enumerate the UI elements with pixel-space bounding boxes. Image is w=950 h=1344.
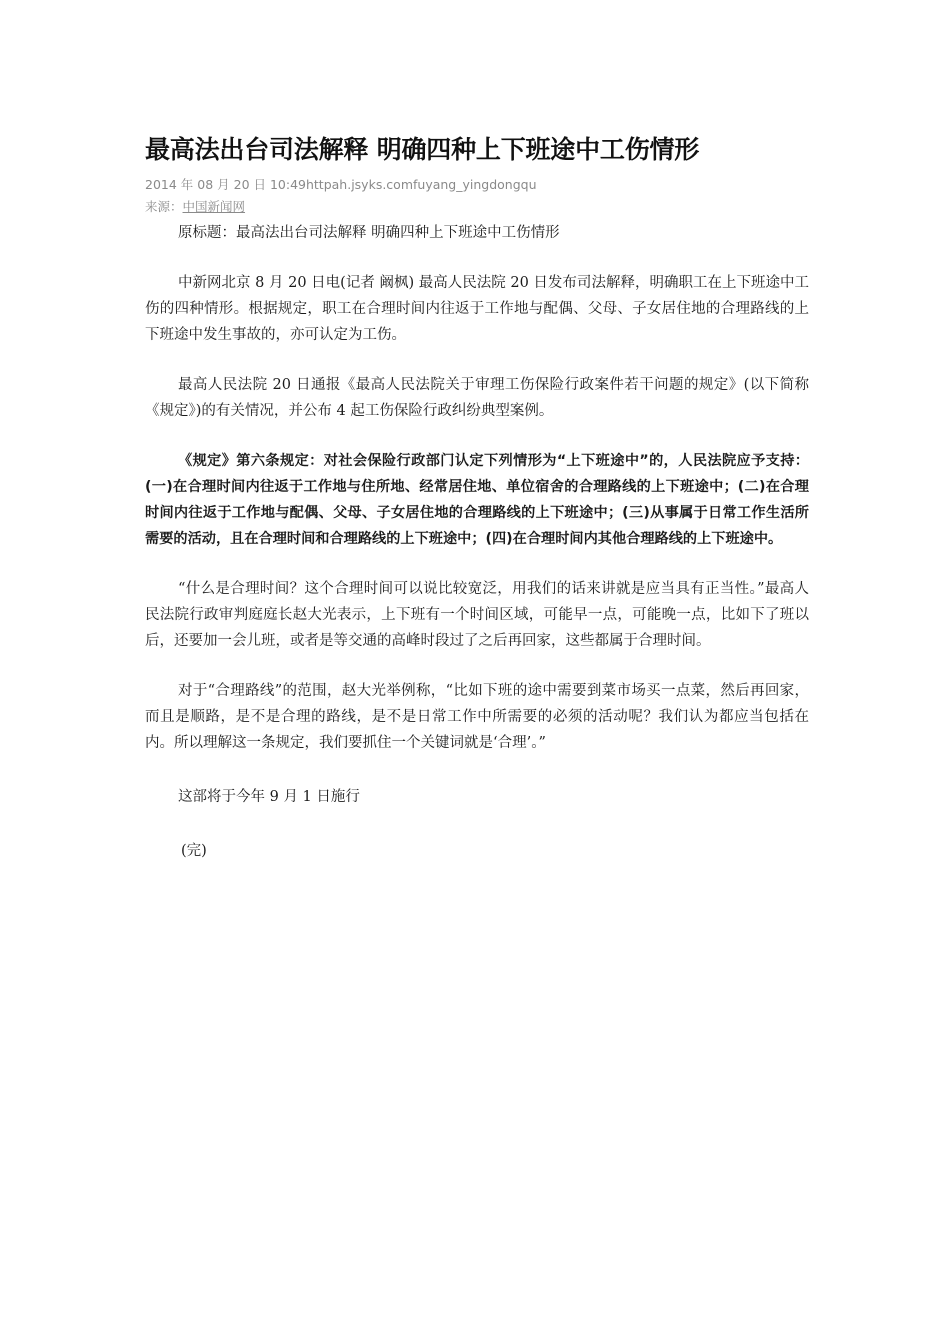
paragraph-1: 中新网北京 8 月 20 日电(记者 阚枫) 最高人民法院 20 日发布司法解释，明确职工在上下班途中工伤的四种情形。根据规定，职工在合理时间内往返于工作地与配偶、父母、子女居住地的合理路线的上下班途中发生事故的，亦可认定为工伤。 bbox=[145, 275, 809, 343]
article-meta: 2014 年 08 月 20 日 10:49httpah.jsyks.comfuyang_yingdongqu bbox=[145, 177, 537, 192]
paragraph-5: 对于“合理路线”的范围，赵大光举例称，“比如下班的途中需要到菜市场买一点菜，然后再回家，而且是顺路，是不是合理的路线，是不是日常工作中所需要的必须的活动呢？我们认为都应当包括在内。所以理解这一条规定，我们要抓住一个关键词就是‘合理’。” bbox=[145, 683, 809, 751]
source-link[interactable]: 中国新闻网 bbox=[182, 199, 246, 214]
paragraph-3-rule: 《规定》第六条规定：对社会保险行政部门认定下列情形为“上下班途中”的，人民法院应予支持：(一)在合理时间内往返于工作地与住所地、经常居住地、单位宿舍的合理路线的上下班途中；(二)在合理时间内往返于工作地与配偶、父母、子女居住地的合理路线的上下班途中；(三)从事属于日常工作生活所需要的活动，且在合理时间和合理路线的上下班途中；(四)在合理时间内其他合理路线的上下班途中。 bbox=[145, 453, 809, 547]
source-label: 来源： bbox=[145, 199, 183, 214]
end-mark: (完) bbox=[181, 843, 207, 859]
article-title: 最高法出台司法解释 明确四种上下班途中工伤情形 bbox=[145, 135, 700, 164]
paragraph-4: “什么是合理时间？这个合理时间可以说比较宽泛，用我们的话来讲就是应当具有正当性。”最高人民法院行政审判庭庭长赵大光表示，上下班有一个时间区域，可能早一点，可能晚一点，比如下了班以后，还要加一会儿班，或者是等交通的高峰时段过了之后再回家，这些都属于合理时间。 bbox=[145, 581, 809, 649]
paragraph-2: 最高人民法院 20 日通报《最高人民法院关于审理工伤保险行政案件若干问题的规定》(以下简称《规定》)的有关情况，并公布 4 起工伤保险行政纠纷典型案例。 bbox=[145, 377, 809, 419]
article-source bbox=[145, 196, 809, 218]
article bbox=[145, 130, 809, 864]
paragraph-6: 这部将于今年 9 月 1 日施行 bbox=[178, 789, 360, 805]
original-title: 原标题：最高法出台司法解释 明确四种上下班途中工伤情形 bbox=[178, 225, 560, 241]
